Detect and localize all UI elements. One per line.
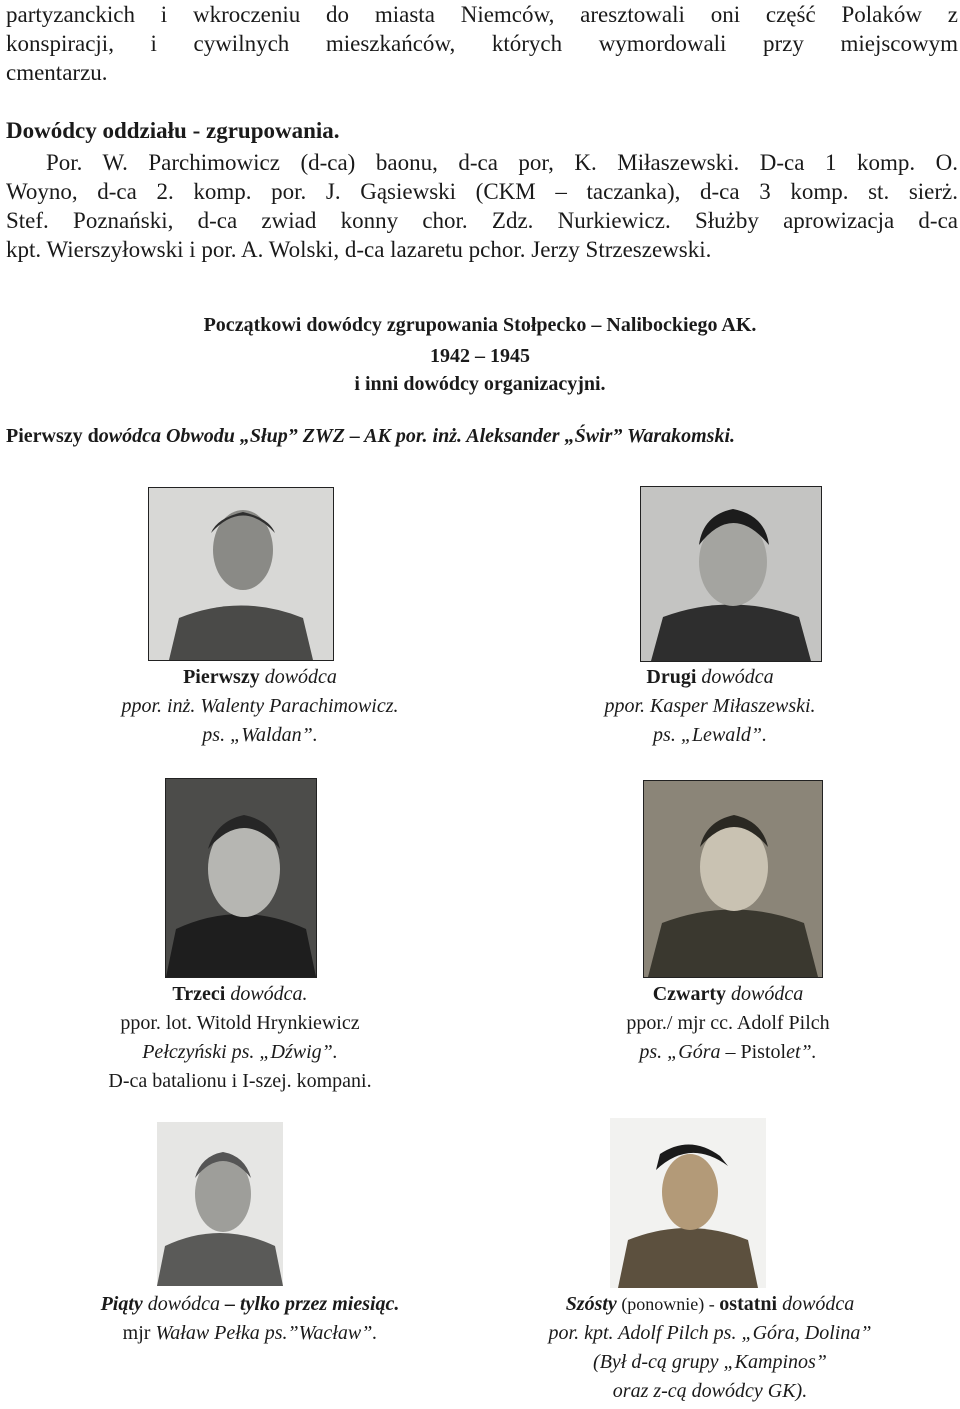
caption-alias-c: et”. bbox=[786, 1041, 817, 1063]
body-line: Por. W. Parchimowicz (d-ca) baonu, d-ca por, K. Miłaszewski. D-ca 1 komp. O. bbox=[46, 150, 958, 175]
title-line-2: 1942 – 1945 bbox=[430, 345, 530, 367]
caption-name: ppor./ mjr cc. Adolf Pilch bbox=[626, 1012, 830, 1034]
caption-note: (Był d-cą grupy „Kampinos” bbox=[593, 1351, 827, 1373]
commanders-paragraph bbox=[6, 148, 958, 264]
role: dowódca bbox=[777, 1293, 855, 1315]
caption-6 bbox=[500, 1290, 920, 1406]
portrait-photo-5 bbox=[157, 1122, 283, 1286]
caption-name: ppor. lot. Witold Hrynkiewicz bbox=[120, 1012, 360, 1034]
caption-3 bbox=[40, 980, 440, 1096]
caption-4 bbox=[528, 980, 928, 1067]
first-commander-b: owódca Obwodu „Słup” ZWZ – AK por. inż. Aleksander „Świr” Warakomski. bbox=[98, 425, 736, 447]
intro-line: konspiracji, i cywilnych mieszkańców, których wymordowali przy miejscowym bbox=[6, 31, 958, 56]
body-line: Stef. Poznański, d-ca zwiad konny chor. Zdz. Nurkiewicz. Służby aprowizacja d-ca bbox=[6, 208, 958, 233]
title-line-1: Początkowi dowódcy zgrupowania Stołpecko – Nalibockiego AK. bbox=[203, 314, 757, 336]
caption-alias: ps. „Waldan”. bbox=[202, 724, 318, 746]
caption-name: Waław Pełka ps.”Wacław”. bbox=[155, 1322, 378, 1344]
intro-line: partyzanckich i wkroczeniu do miasta Niemców, aresztowali oni część Polaków z bbox=[6, 2, 958, 27]
body-line: Woyno, d-ca 2. komp. por. J. Gąsiewski (CKM – taczanka), d-ca 3 komp. st. sierż. bbox=[6, 179, 958, 204]
caption-alias-a: ps. „Góra – bbox=[639, 1041, 741, 1063]
portrait-silhouette bbox=[641, 487, 821, 661]
caption-5 bbox=[40, 1290, 460, 1348]
portrait-photo-4 bbox=[643, 780, 823, 978]
portrait-silhouette bbox=[157, 1122, 283, 1286]
caption-note: D-ca batalionu i I-szej. kompani. bbox=[108, 1070, 372, 1092]
body-line: kpt. Wierszyłowski i por. A. Wolski, d-ca lazaretu pchor. Jerzy Strzeszewski. bbox=[6, 237, 712, 262]
first-commander-a: Pierwszy d bbox=[6, 425, 99, 447]
ordinal: Trzeci bbox=[172, 983, 226, 1005]
ordinal: Czwarty bbox=[652, 983, 727, 1005]
portrait-silhouette bbox=[149, 488, 333, 660]
caption-alias-b: Pistol bbox=[740, 1041, 787, 1063]
role: dowódca. bbox=[225, 983, 308, 1005]
caption-1 bbox=[60, 663, 460, 750]
intro-paragraph bbox=[6, 0, 958, 87]
ordinal: Pierwszy bbox=[183, 666, 260, 688]
title-line-3: i inni dowódcy organizacyjni. bbox=[354, 373, 606, 395]
caption-rank: mjr bbox=[122, 1322, 156, 1344]
caption-note-2: oraz z-cą dowódcy GK). bbox=[612, 1380, 808, 1402]
role: dowódca bbox=[726, 983, 804, 1005]
caption-paren: (ponownie) - bbox=[616, 1294, 720, 1314]
portrait-photo-2 bbox=[640, 486, 822, 662]
role: dowódca bbox=[142, 1293, 220, 1315]
section-heading: Dowódcy oddziału - zgrupowania. bbox=[6, 118, 340, 143]
caption-alias: ps. „Lewald”. bbox=[653, 724, 767, 746]
portrait-silhouette bbox=[166, 779, 316, 977]
caption-name: por. kpt. Adolf Pilch ps. „Góra, Dolina” bbox=[548, 1322, 872, 1344]
caption-name: ppor. inż. Walenty Parachimowicz. bbox=[121, 695, 399, 717]
portrait-silhouette bbox=[610, 1118, 766, 1288]
caption-alias: Pełczyński ps. „Dźwig”. bbox=[142, 1041, 338, 1063]
portrait-silhouette bbox=[644, 781, 822, 977]
caption-name: ppor. Kasper Miłaszewski. bbox=[604, 695, 816, 717]
caption-last: ostatni bbox=[719, 1293, 778, 1315]
ordinal: Piąty bbox=[100, 1293, 143, 1315]
intro-line: cmentarzu. bbox=[6, 60, 108, 85]
role: dowódca bbox=[259, 666, 337, 688]
ordinal: Drugi bbox=[646, 666, 697, 688]
portrait-photo-6 bbox=[610, 1118, 766, 1288]
portrait-photo-3 bbox=[165, 778, 317, 978]
caption-emphasis: – tylko przez miesiąc. bbox=[220, 1293, 400, 1315]
first-commander-line bbox=[6, 425, 735, 448]
ordinal: Szósty bbox=[565, 1293, 617, 1315]
role: dowódca bbox=[696, 666, 774, 688]
caption-2 bbox=[510, 663, 910, 750]
portrait-photo-1 bbox=[148, 487, 334, 661]
